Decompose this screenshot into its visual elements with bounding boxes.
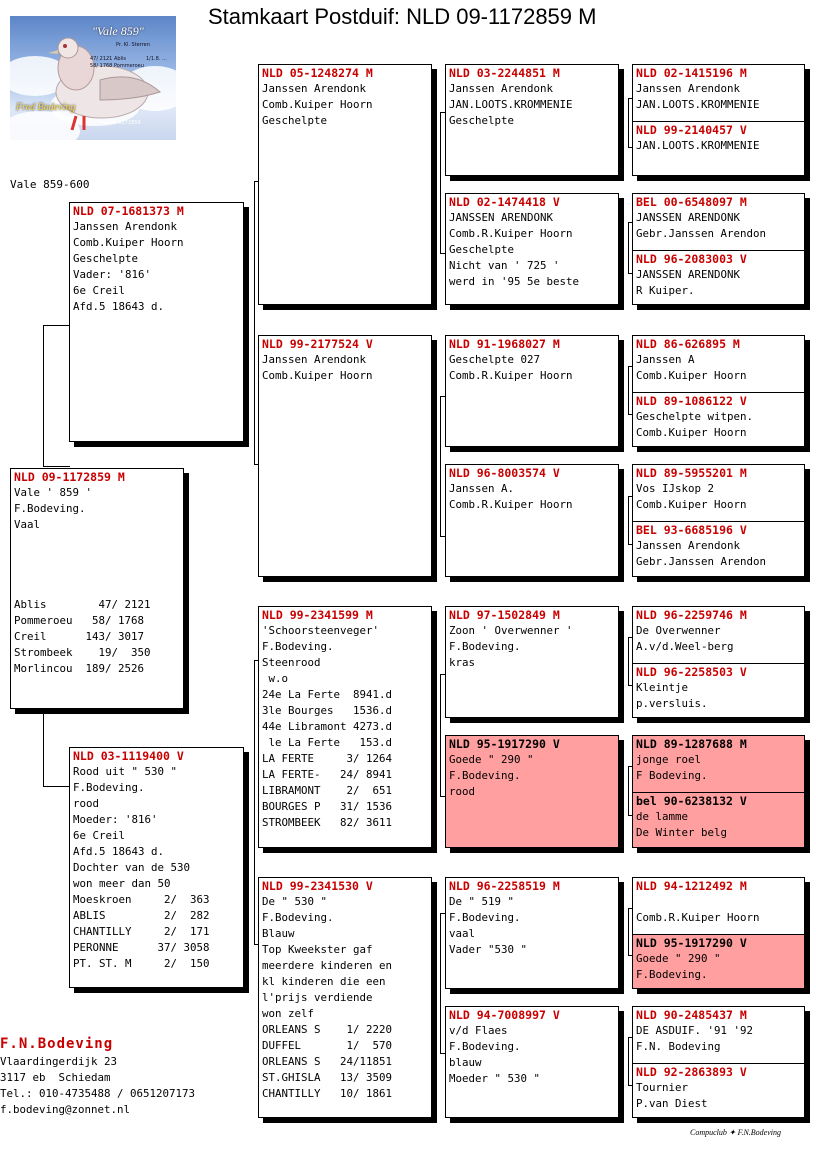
g-pair-7[interactable] bbox=[632, 877, 805, 989]
parent-half bbox=[633, 65, 804, 121]
ring-number: NLD 02-1474418 V bbox=[449, 195, 560, 209]
pedigree-line: Moeskroen 2/ 363 bbox=[73, 893, 210, 906]
photo-text-4: 1/1.8. ... bbox=[146, 56, 167, 62]
pigeon-photo bbox=[10, 16, 176, 140]
pedigree-line: 44e Libramont 4273.d bbox=[262, 720, 393, 733]
pedigree-line: 6e Creil bbox=[73, 284, 126, 297]
pedigree-line: jonge roel bbox=[636, 753, 702, 766]
pedigree-line: Janssen Arendonk bbox=[636, 539, 741, 552]
ring-number: NLD 09-1172859 M bbox=[14, 470, 125, 484]
pedigree-line: Dochter van de 530 bbox=[73, 861, 191, 874]
footer-credit: Compuclub ✦ F.N.Bodeving bbox=[690, 1128, 781, 1137]
mff-card[interactable] bbox=[445, 606, 619, 718]
pedigree-line: CHANTILLY 2/ 171 bbox=[73, 925, 210, 938]
pedigree-line: F.Bodeving. bbox=[449, 1040, 521, 1053]
pedigree-line: l'prijs verdiende bbox=[262, 991, 373, 1004]
parent-half bbox=[633, 336, 804, 392]
ring-number: NLD 99-2341599 M bbox=[262, 608, 373, 622]
owner-name: F.N.Bodeving bbox=[0, 1036, 114, 1052]
pedigree-line: Comb.Kuiper Hoorn bbox=[262, 369, 373, 382]
parent-half bbox=[633, 663, 804, 717]
ffm-card[interactable] bbox=[445, 193, 619, 305]
pedigree-line: 'Schoorsteenveger' bbox=[262, 624, 380, 637]
pedigree-line: v/d Flaes bbox=[449, 1024, 508, 1037]
fmf-card[interactable] bbox=[445, 335, 619, 447]
pedigree-line: LA FERTE- 24/ 8941 bbox=[262, 768, 393, 781]
ring-number: NLD 92-2863893 V bbox=[636, 1065, 747, 1079]
owner-phone: Tel.: 010-4735488 / 0651207173 bbox=[0, 1087, 196, 1100]
ring-number: NLD 89-1086122 V bbox=[636, 394, 747, 408]
pedigree-line: blauw bbox=[449, 1056, 482, 1069]
owner-email[interactable]: f.bodeving@zonnet.nl bbox=[0, 1103, 131, 1116]
pedigree-line: BOURGES P 31/ 1536 bbox=[262, 800, 393, 813]
g-pair-6[interactable] bbox=[632, 735, 805, 848]
pedigree-line bbox=[11, 549, 183, 565]
pedigree-line: le La Ferte 153.d bbox=[262, 736, 393, 749]
pedigree-line: Geschelpte bbox=[449, 243, 515, 256]
pedigree-line: PT. ST. M 2/ 150 bbox=[73, 957, 210, 970]
vale-caption: Vale 859-600 bbox=[10, 178, 90, 191]
pedigree-line bbox=[11, 581, 183, 597]
page-title: Stamkaart Postduif: NLD 09-1172859 M bbox=[208, 4, 597, 29]
ring-number: NLD 03-2244851 M bbox=[449, 66, 560, 80]
pedigree-line: rood bbox=[73, 797, 100, 810]
owner-city: 3117 eb Schiedam bbox=[0, 1071, 111, 1084]
pedigree-line: kl kinderen die een bbox=[262, 975, 386, 988]
pedigree-line: Creil 143/ 3017 bbox=[14, 630, 145, 643]
father-card[interactable] bbox=[69, 202, 244, 442]
parent-half bbox=[633, 194, 804, 250]
pedigree-line: meerdere kinderen en bbox=[262, 959, 393, 972]
pedigree-line: Janssen Arendonk bbox=[73, 220, 178, 233]
pedigree-line: Comb.Kuiper Hoorn bbox=[636, 369, 747, 382]
pedigree-line: Comb.Kuiper Hoorn bbox=[73, 236, 184, 249]
pedigree-line: Geschelpte witpen. bbox=[636, 410, 754, 423]
pedigree-line: Comb.R.Kuiper Hoorn bbox=[449, 369, 573, 382]
pedigree-line: Zoon ' Overwenner ' bbox=[449, 624, 573, 637]
pedigree-line: Janssen A. bbox=[449, 482, 515, 495]
photo-text-3: 58/ 1768 Pommeroeu bbox=[90, 63, 144, 69]
g-pair-4[interactable] bbox=[632, 464, 805, 577]
pedigree-line: JAN.LOOTS.KROMMENIE bbox=[636, 98, 760, 111]
pedigree-line: Vader: '816' bbox=[73, 268, 152, 281]
g-pair-3[interactable] bbox=[632, 335, 805, 447]
mfm-card[interactable] bbox=[445, 735, 619, 848]
pedigree-line: p.versluis. bbox=[636, 697, 708, 710]
ring-number: bel 90-6238132 V bbox=[636, 794, 747, 808]
pedigree-line: JANSSEN ARENDONK bbox=[636, 211, 741, 224]
subject-card[interactable] bbox=[10, 468, 184, 709]
pedigree-line: PERONNE 37/ 3058 bbox=[73, 941, 210, 954]
pedigree-line: JANSSEN ARENDONK bbox=[449, 211, 554, 224]
owner-block bbox=[0, 1034, 195, 1118]
mm-card[interactable] bbox=[258, 877, 432, 1118]
pedigree-line: F.Bodeving. bbox=[636, 968, 708, 981]
ring-number: NLD 03-1119400 V bbox=[73, 749, 184, 763]
pedigree-line: Comb.Kuiper Hoorn bbox=[636, 426, 747, 439]
pedigree-line: Strombeek 19/ 350 bbox=[14, 646, 151, 659]
connector bbox=[43, 786, 69, 787]
mmf-card[interactable] bbox=[445, 877, 619, 989]
pedigree-line: Blauw bbox=[262, 927, 295, 940]
fm-card[interactable] bbox=[258, 335, 432, 577]
pedigree-line: DE ASDUIF. '91 '92 bbox=[636, 1024, 754, 1037]
owner-address: Vlaardingerdijk 23 bbox=[0, 1055, 118, 1068]
pedigree-line: R Kuiper. bbox=[636, 284, 695, 297]
pedigree-line: F.Bodeving. bbox=[449, 769, 521, 782]
pedigree-line: Janssen Arendonk bbox=[449, 82, 554, 95]
pedigree-line: Pommeroeu 58/ 1768 bbox=[14, 614, 145, 627]
pedigree-line: Afd.5 18643 d. bbox=[73, 300, 165, 313]
pedigree-line bbox=[11, 565, 183, 581]
pedigree-line: STROMBEEK 82/ 3611 bbox=[262, 816, 393, 829]
ring-number: BEL 00-6548097 M bbox=[636, 195, 747, 209]
ring-number: NLD 94-7008997 V bbox=[449, 1008, 560, 1022]
pedigree-line: Moeder: '816' bbox=[73, 813, 158, 826]
pedigree-line: 24e La Ferte 8941.d bbox=[262, 688, 393, 701]
pedigree-line: JAN.LOOTS.KROMMENIE bbox=[636, 139, 760, 152]
pedigree-line: Comb.R.Kuiper Hoorn bbox=[449, 227, 573, 240]
pedigree-line: Geschelpte bbox=[449, 114, 515, 127]
parent-half bbox=[633, 121, 804, 175]
pedigree-line: Tournier bbox=[636, 1081, 689, 1094]
ring-number: NLD 07-1681373 M bbox=[73, 204, 184, 218]
pedigree-line: Comb.R.Kuiper Hoorn bbox=[636, 911, 760, 924]
ring-number: NLD 91-1968027 M bbox=[449, 337, 560, 351]
parent-half bbox=[633, 934, 804, 988]
pedigree-line: rood bbox=[449, 785, 476, 798]
pedigree-line: F.Bodeving. bbox=[73, 781, 145, 794]
pedigree-line: Geschelpte bbox=[262, 114, 328, 127]
parent-half bbox=[633, 250, 804, 304]
pedigree-line: 6e Creil bbox=[73, 829, 126, 842]
pedigree-line: de lamme bbox=[636, 810, 689, 823]
ring-number: NLD 99-2177524 V bbox=[262, 337, 373, 351]
fmm-card[interactable] bbox=[445, 464, 619, 577]
ring-number: NLD 89-1287688 M bbox=[636, 737, 747, 751]
g-pair-8[interactable] bbox=[632, 1006, 805, 1118]
pedigree-line: Comb.Kuiper Hoorn bbox=[262, 98, 373, 111]
ring-number: NLD 95-1917290 V bbox=[449, 737, 560, 751]
pedigree-line: F Bodeving. bbox=[636, 769, 708, 782]
pedigree-line: De Winter belg bbox=[636, 826, 728, 839]
parent-half bbox=[633, 1007, 804, 1063]
pedigree-line: Geschelpte bbox=[73, 252, 139, 265]
pedigree-line: Janssen Arendonk bbox=[262, 353, 367, 366]
g-pair-1[interactable] bbox=[632, 64, 805, 176]
fff-card[interactable] bbox=[445, 64, 619, 176]
pedigree-line: Janssen Arendonk bbox=[636, 82, 741, 95]
connector bbox=[43, 325, 70, 467]
pedigree-line: Moeder " 530 " bbox=[449, 1072, 541, 1085]
ring-number: NLD 95-1917290 V bbox=[636, 936, 747, 950]
connector bbox=[43, 713, 70, 787]
pedigree-line: De " 519 " bbox=[449, 895, 515, 908]
pedigree-line: CHANTILLY 10/ 1861 bbox=[262, 1087, 393, 1100]
pedigree-line: ABLIS 2/ 282 bbox=[73, 909, 210, 922]
pedigree-line: Gebr.Janssen Arendon bbox=[636, 555, 767, 568]
pedigree-line: F.Bodeving. bbox=[262, 640, 334, 653]
parent-half bbox=[633, 465, 804, 521]
pedigree-line: Morlincou 189/ 2526 bbox=[14, 662, 145, 675]
pedigree-line: w.o bbox=[262, 672, 289, 685]
pedigree-line: ORLEANS S 24/11851 bbox=[262, 1055, 393, 1068]
pedigree-line: Rood uit " 530 " bbox=[73, 765, 178, 778]
pedigree-line: De " 530 " bbox=[262, 895, 328, 908]
pedigree-line: Comb.R.Kuiper Hoorn bbox=[449, 498, 573, 511]
mother-card[interactable] bbox=[69, 747, 244, 988]
parent-half bbox=[633, 392, 804, 446]
pedigree-line: Comb.Kuiper Hoorn bbox=[636, 498, 747, 511]
pedigree-line: won meer dan 50 bbox=[73, 877, 171, 890]
ring-number: NLD 02-1415196 M bbox=[636, 66, 747, 80]
pedigree-line: Steenrood bbox=[262, 656, 321, 669]
parent-half bbox=[633, 736, 804, 792]
parent-half bbox=[633, 607, 804, 663]
photo-text-1: Pr. Kl. Sterren bbox=[116, 42, 150, 48]
parent-half bbox=[633, 878, 804, 934]
parent-half bbox=[633, 1063, 804, 1117]
ring-number: NLD 86-626895 M bbox=[636, 337, 740, 351]
ring-number: BEL 93-6685196 V bbox=[636, 523, 747, 537]
pedigree-line: F.Bodeving. bbox=[449, 911, 521, 924]
ring-number: NLD 89-5955201 M bbox=[636, 466, 747, 480]
pedigree-line: Vale ' 859 ' bbox=[14, 486, 93, 499]
pedigree-line: Janssen A bbox=[636, 353, 695, 366]
pedigree-line: F.Bodeving. bbox=[262, 911, 334, 924]
pedigree-line: werd in '95 5e beste bbox=[449, 275, 580, 288]
pedigree-line: vaal bbox=[449, 927, 476, 940]
pedigree-line: Afd.5 18643 d. bbox=[73, 845, 165, 858]
pedigree-line: LIBRAMONT 2/ 651 bbox=[262, 784, 393, 797]
pedigree-line: JANSSEN ARENDONK bbox=[636, 268, 741, 281]
g-pair-5[interactable] bbox=[632, 606, 805, 718]
ring-number: NLD 96-2258519 M bbox=[449, 879, 560, 893]
pedigree-line: Top Kweekster gaf bbox=[262, 943, 373, 956]
ring-number: NLD 99-2140457 V bbox=[636, 123, 747, 137]
pedigree-line: Vaal bbox=[14, 518, 41, 531]
pedigree-line bbox=[11, 533, 183, 549]
pedigree-line: Geschelpte 027 bbox=[449, 353, 541, 366]
pedigree-line: P.van Diest bbox=[636, 1097, 708, 1110]
ring-number: NLD 96-2083003 V bbox=[636, 252, 747, 266]
parent-half bbox=[633, 521, 804, 576]
pedigree-line: Nicht van ' 725 ' bbox=[449, 259, 560, 272]
pedigree-line: F.N. Bodeving bbox=[636, 1040, 721, 1053]
ring-number: NLD 96-2258503 V bbox=[636, 665, 747, 679]
pedigree-line: Gebr.Janssen Arendon bbox=[636, 227, 767, 240]
ring-number: NLD 96-8003574 V bbox=[449, 466, 560, 480]
pedigree-line: ST.GHISLA 13/ 3509 bbox=[262, 1071, 393, 1084]
photo-ring: NL-09-1172859 bbox=[102, 120, 141, 126]
pedigree-line: Kleintje bbox=[636, 681, 689, 694]
g-pair-2[interactable] bbox=[632, 193, 805, 305]
pedigree-line: Vader "530 " bbox=[449, 943, 528, 956]
pedigree-line: LA FERTE 3/ 1264 bbox=[262, 752, 393, 765]
pedigree-line: De Overwenner bbox=[636, 624, 721, 637]
pedigree-line: Goede " 290 " bbox=[636, 952, 721, 965]
pedigree-line: JAN.LOOTS.KROMMENIE bbox=[449, 98, 573, 111]
pedigree-line: Ablis 47/ 2121 bbox=[14, 598, 151, 611]
pedigree-line: ORLEANS S 1/ 2220 bbox=[262, 1023, 393, 1036]
ff-card[interactable] bbox=[258, 64, 432, 305]
pedigree-line: kras bbox=[449, 656, 476, 669]
pedigree-line: Goede " 290 " bbox=[449, 753, 534, 766]
photo-text-2: 47/ 2121 Ablis bbox=[90, 56, 126, 62]
photo-logo: Fred Bodeving bbox=[16, 102, 76, 113]
ring-number: NLD 94-1212492 M bbox=[636, 879, 747, 893]
pedigree-line bbox=[633, 894, 804, 910]
ring-number: NLD 05-1248274 M bbox=[262, 66, 373, 80]
pedigree-line: F.Bodeving. bbox=[449, 640, 521, 653]
mf-card[interactable] bbox=[258, 606, 432, 848]
pedigree-line: F.Bodeving. bbox=[14, 502, 86, 515]
ring-number: NLD 99-2341530 V bbox=[262, 879, 373, 893]
pedigree-line: A.v/d.Weel-berg bbox=[636, 640, 734, 653]
ring-number: NLD 97-1502849 M bbox=[449, 608, 560, 622]
pedigree-line: 3le Bourges 1536.d bbox=[262, 704, 393, 717]
pedigree-line: won zelf bbox=[262, 1007, 315, 1020]
mmm-card[interactable] bbox=[445, 1006, 619, 1118]
photo-title: "Vale 859" bbox=[92, 24, 144, 38]
ring-number: NLD 96-2259746 M bbox=[636, 608, 747, 622]
ring-number: NLD 90-2485437 M bbox=[636, 1008, 747, 1022]
pedigree-line: Janssen Arendonk bbox=[262, 82, 367, 95]
pedigree-line: DUFFEL 1/ 570 bbox=[262, 1039, 393, 1052]
pedigree-line: Vos IJskop 2 bbox=[636, 482, 715, 495]
parent-half bbox=[633, 792, 804, 847]
